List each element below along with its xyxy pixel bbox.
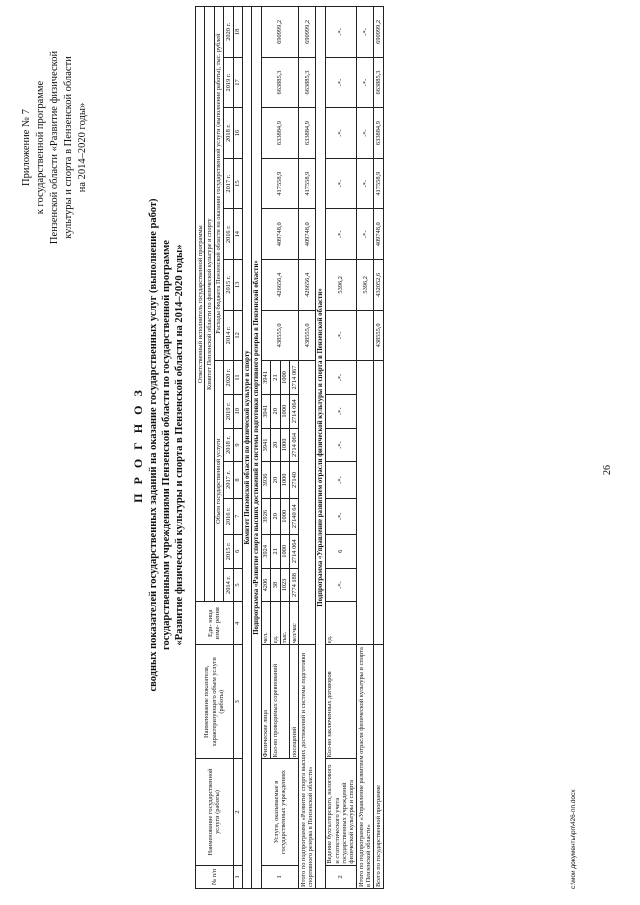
header-volume: Объем государственной услуги	[214, 361, 223, 602]
header-service-name: Наименование государственной услуги (работы)	[196, 759, 234, 865]
expense-cell: -*-	[325, 158, 357, 209]
column-number: 1	[233, 865, 242, 888]
total-cell: 633884,9	[299, 108, 316, 159]
volume-cell: 2774 188	[290, 568, 299, 602]
grand-total-label: Всего по государственной программе	[374, 645, 383, 889]
volume-cell: 20	[271, 462, 280, 498]
volume-cell: 27140	[290, 462, 299, 498]
header-unit: Еди- ница изме- рения	[196, 602, 234, 645]
total-cell	[357, 310, 374, 361]
column-number: 18	[233, 7, 242, 58]
total-cell: 426656,4	[299, 260, 316, 311]
unit-cell: чел/час	[290, 602, 299, 645]
volume-cell: 1000	[280, 462, 289, 498]
indicator-name: посещений	[290, 645, 299, 759]
volume-cell: 1000	[280, 428, 289, 462]
table-row	[261, 7, 270, 889]
expense-cell: 409748,0	[261, 209, 299, 260]
volume-cell: 20	[271, 428, 280, 462]
volume-cell: -*-	[325, 462, 357, 498]
grand-total-cell: 409748,0	[374, 209, 383, 260]
total-cell: 663885,3	[299, 57, 316, 108]
volume-cell: 27140 64	[290, 498, 299, 534]
expense-cell: 633884,9	[261, 108, 299, 159]
column-number: 6	[233, 534, 242, 568]
year-header: 2017 г.	[224, 158, 233, 209]
volume-cell: 1000	[280, 498, 289, 534]
column-number: 8	[233, 462, 242, 498]
header-committee: Комитет Пензенской области по физической культуре и спорту	[205, 7, 214, 602]
appendix-line: на 2014–2020 годы»	[77, 102, 88, 193]
volume-cell: 1000	[280, 394, 289, 428]
volume-cell: 6	[325, 534, 357, 568]
total-cell: 690999,2	[299, 7, 316, 58]
volume-cell: 4206	[261, 568, 270, 602]
expense-cell: -*-	[325, 7, 357, 58]
indicator-name: Кол-во проводимых соревнований	[271, 645, 290, 759]
column-number: 7	[233, 498, 242, 534]
column-number: 2	[233, 759, 242, 865]
year-header: 2018 г.	[224, 428, 233, 462]
year-header: 2019 г.	[224, 394, 233, 428]
title-line: государственными учреждениями Пензенской области по государственной программе	[161, 240, 172, 650]
empty-cell	[374, 361, 383, 645]
volume-cell: 2714 064	[290, 394, 299, 428]
header-num: № п/п	[196, 865, 234, 888]
column-number: 11	[233, 361, 242, 395]
year-header: 2017 г.	[224, 462, 233, 498]
forecast-table	[195, 6, 384, 889]
column-number: 5	[233, 568, 242, 602]
subtotal-row	[357, 7, 374, 889]
unit-cell: чел.	[261, 602, 270, 645]
volume-cell: 1023	[280, 568, 289, 602]
grand-total-cell: 633884,9	[374, 108, 383, 159]
title-heading: П Р О Г Н О З	[131, 387, 145, 503]
column-number: 12	[233, 310, 242, 361]
total-cell: 5396,2	[357, 260, 374, 311]
appendix-line: к государственной программе	[35, 80, 46, 215]
year-header: 2020 г.	[224, 7, 233, 58]
header-indicator-name: Наименование показателя, характеризующего объем услуги (работы)	[196, 645, 234, 759]
volume-cell: -*-	[325, 428, 357, 462]
indicator-name: Кол-во заключенных договоров	[325, 645, 357, 759]
column-number: 4	[233, 602, 242, 645]
header-expenses: Расходы бюджета Пензенской области на оказание государственной услуги (выполнение работы), тыс. рублей	[214, 7, 223, 361]
empty-cell	[299, 361, 316, 645]
service-name: Услуги, оказываемые в государственных учреждениях	[261, 759, 299, 865]
volume-cell: 3926	[261, 498, 270, 534]
total-cell: -*-	[357, 7, 374, 58]
expense-cell: -*-	[325, 310, 357, 361]
volume-cell: 1000	[280, 361, 289, 395]
total-cell: -*-	[357, 158, 374, 209]
volume-cell: 38	[271, 568, 280, 602]
year-header: 2019 г.	[224, 57, 233, 108]
column-number: 15	[233, 158, 242, 209]
column-number: 14	[233, 209, 242, 260]
expense-cell: -*-	[325, 108, 357, 159]
year-header: 2020 г.	[224, 361, 233, 395]
page-number: 26	[602, 465, 613, 475]
volume-cell: 3924	[261, 534, 270, 568]
volume-cell: 21	[271, 361, 280, 395]
year-header: 2014 г.	[224, 310, 233, 361]
volume-cell: 2714 064	[290, 534, 299, 568]
section-title: Комитет Пензенской области по физической культуре и спорту	[243, 7, 252, 889]
expense-cell: -*-	[325, 209, 357, 260]
title-line: «Развитие физической культуры и спорта в Пензенской области на 2014–2020 годы»	[174, 244, 185, 646]
subprogram-title: Подпрограмма «Развитие спорта высших достижений и системы подготовки спортивного резерва в Пензенской области»	[252, 7, 261, 889]
volume-cell: 3941	[261, 428, 270, 462]
volume-cell: -*-	[325, 498, 357, 534]
document-title	[132, 135, 186, 755]
service-name: Ведение бухгалтерского, налогового и статистического учета государственных учреждений физической культуры и спорта	[325, 759, 357, 865]
unit-cell: ед.	[271, 602, 280, 645]
grand-total-cell: 432052,6	[374, 260, 383, 311]
expense-cell: 417558,9	[261, 158, 299, 209]
total-cell: 438555,0	[299, 310, 316, 361]
volume-cell: 3936	[261, 462, 270, 498]
volume-cell: -*-	[325, 568, 357, 602]
volume-cell: 2714 067	[290, 361, 299, 395]
expense-cell: 426656,4	[261, 260, 299, 311]
total-cell: 409748,0	[299, 209, 316, 260]
appendix-line: Приложение № 7	[21, 109, 32, 186]
grand-total-cell: 438555,0	[374, 310, 383, 361]
column-number: 10	[233, 394, 242, 428]
volume-cell: 3941	[261, 361, 270, 395]
grand-total-cell: 690999,2	[374, 7, 383, 58]
total-cell: -*-	[357, 209, 374, 260]
empty-cell	[357, 361, 374, 645]
appendix-line: культуры и спорта в Пензенской области	[63, 56, 74, 239]
expense-cell: 5396,2	[325, 260, 357, 311]
appendix-note	[20, 30, 90, 265]
forecast-table-wrap	[195, 6, 384, 889]
volume-cell: 21	[271, 534, 280, 568]
expense-cell: 438555,0	[261, 310, 299, 361]
row-number: 1	[261, 865, 299, 888]
grand-total-cell: 663885,3	[374, 57, 383, 108]
expense-cell: 690999,2	[261, 7, 299, 58]
subprogram-title: Подпрограмма «Управление развитием отрасли физической культуры и спорта в Пензенской области»	[316, 7, 325, 889]
unit-cell: тыс.	[280, 602, 289, 645]
year-header: 2015 г.	[224, 534, 233, 568]
row-number: 2	[325, 865, 357, 888]
subtotal-label: Итого по подпрограмме «Управление развитием отрасли физической культуры и спорта в Пензенской области»	[357, 645, 374, 889]
column-number: 17	[233, 57, 242, 108]
volume-cell: 20	[271, 394, 280, 428]
grand-total-cell: 417558,9	[374, 158, 383, 209]
year-header: 2016 г.	[224, 498, 233, 534]
total-cell: 417558,9	[299, 158, 316, 209]
indicator-name: Физические лица	[261, 645, 270, 759]
table-row	[325, 7, 357, 889]
volume-cell: 3941	[261, 394, 270, 428]
expense-cell: 663885,3	[261, 57, 299, 108]
expense-cell: -*-	[325, 57, 357, 108]
volume-cell: 20	[271, 498, 280, 534]
column-number: 3	[233, 645, 242, 759]
column-number: 13	[233, 260, 242, 311]
unit-cell: ед.	[325, 602, 357, 645]
header-top-executor: Ответственный исполнитель государственной программы	[196, 7, 205, 602]
file-path-footer: c:\мои документы\рп\426-пп.docx	[570, 789, 577, 889]
column-number: 16	[233, 108, 242, 159]
subtotal-label: Итого по подпрограмме «Развитие спорта высших достижений и системы подготовки спортивного резерва в Пензенской области»	[299, 645, 316, 889]
year-header: 2018 г.	[224, 108, 233, 159]
year-header: 2015 г.	[224, 260, 233, 311]
column-number: 9	[233, 428, 242, 462]
volume-cell: -*-	[325, 394, 357, 428]
total-cell: -*-	[357, 57, 374, 108]
volume-cell: -*-	[325, 361, 357, 395]
total-cell: -*-	[357, 108, 374, 159]
grand-total-row	[374, 7, 383, 889]
year-header: 2014 г.	[224, 568, 233, 602]
year-header: 2016 г.	[224, 209, 233, 260]
volume-cell: 2714 064	[290, 428, 299, 462]
appendix-line: Пензенской области «Развитие физической	[49, 50, 60, 245]
subtotal-row	[299, 7, 316, 889]
title-line: сводных показателей государственных заданий на оказание государственных услуг (выполнение работ)	[148, 198, 159, 692]
volume-cell: 1000	[280, 534, 289, 568]
